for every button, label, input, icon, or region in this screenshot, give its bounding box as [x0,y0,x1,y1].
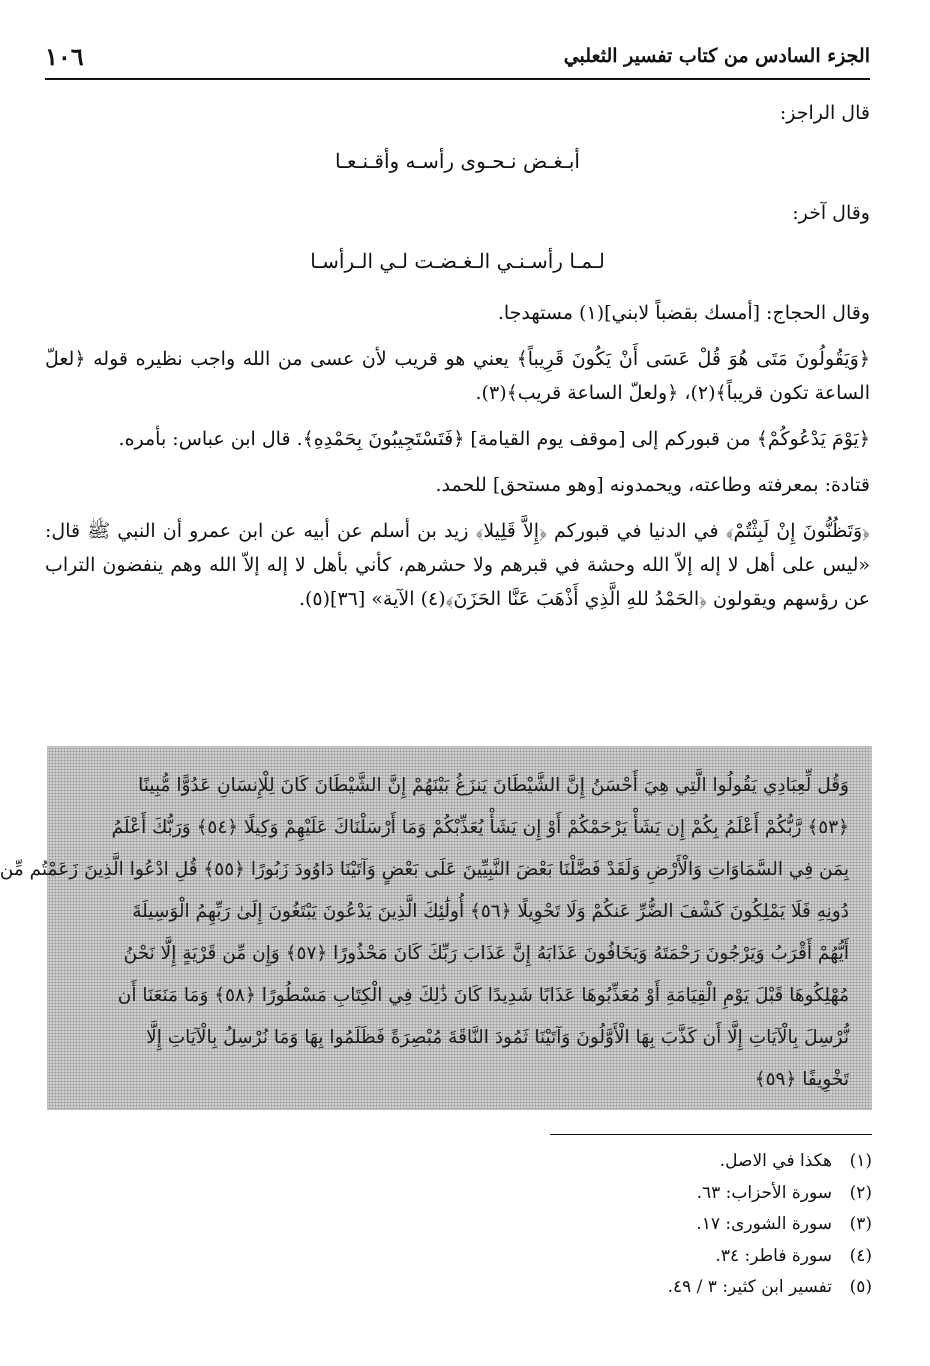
quran-passage-box [0,746,872,1110]
footnote [327,1209,872,1241]
main-text [45,96,870,628]
footnote-number: (٣) [849,1214,872,1234]
footnote [327,1178,872,1210]
footnote-text: تفسير ابن كثير: ٣ / ٤٩. [667,1277,832,1297]
text-line: وقال آخر: [792,202,870,224]
page-header [45,34,870,80]
footnote-number: (٥) [849,1277,872,1297]
footnote-number: (١) [849,1151,872,1171]
footnote-text: سورة الأحزاب: ٦٣. [696,1182,832,1203]
poetry-verse: لـمـا رأسـنـي الـغـضـت لـي الـرأسـا [310,249,605,273]
paragraph: قتادة: بمعرفته وطاعته، ويحمدونه [وهو مستحق] للحمد. [435,474,870,496]
quran-line: تَخْوِيفًا ﴿٥٩﴾ [754,1069,849,1090]
text-line: قال الراجز: [779,102,870,124]
paragraph: ﴿وَتَظُنُّونَ إِنْ لَبِثْتُمْ﴾ في الدنيا في قبوركم ﴿إِلاَّ قَلِيلا﴾ زيد بن أسلم عن أبيه عن ابن عمرو أن النبي ﷺ قال: «ليس على أهل لا إله إلاّ الله وحشة في قبرهم ولا حشرهم، كأني بأهل لا إله إلاّ الله وهم ينفضون التراب عن رؤسهم ويقولون ﴿الحَمْدُ للهِ الَّذِي أَذْهَبَ عَنَّا الحَزَنَ﴾(٤) الآية» [٣٦](٥). [45,520,870,610]
quran-line: بِمَن فِي السَّمَاوَاتِ وَالْأَرْضِ وَلَقَدْ فَضَّلْنَا بَعْضَ النَّبِيِّينَ عَلَى بَعْضٍ وَآتَيْنَا دَاوُودَ زَبُورًا ﴿٥٥﴾ قُلِ ادْعُوا الَّذِينَ زَعَمْتُم مِّن [0,859,849,880]
running-title: الجزء السادس من كتاب تفسير الثعلبي [563,45,870,67]
footnote-text: سورة فاطر: ٣٤. [715,1245,832,1266]
footnote-text: سورة الشورى: ١٧. [696,1214,832,1234]
text-line: وقال الحجاج: [أمسك بقضباً لابني](١) مستهدجا. [497,302,870,324]
quran-line: أَيُّهُمْ أَقْرَبُ وَيَرْجُونَ رَحْمَتَهُ وَيَخَافُونَ عَذَابَهُ إِنَّ عَذَابَ رَبِّكَ كَانَ مَحْذُورًا ﴿٥٧﴾ وَإِن مِّن قَرْيَةٍ إِلَّا نَحْنُ [123,943,849,964]
footnotes [327,1146,872,1304]
page-number: ١٠٦ [45,41,84,71]
footnote [327,1241,872,1273]
poetry-verse: أبـغـض نـحـوى رأسـه وأقـنـعـا [335,149,580,173]
quran-line: وَقُل لِّعِبَادِي يَقُولُوا الَّتِي هِيَ أَحْسَنُ إِنَّ الشَّيْطَانَ يَنزَغُ بَيْنَهُمْ إِنَّ الشَّيْطَانَ كَانَ لِلْإِنسَانِ عَدُوًّا مُّبِينًا [138,775,849,796]
footnote-number: (٤) [849,1245,872,1266]
footnote [327,1146,872,1178]
paragraph: ﴿يَوْمَ يَدْعُوكُمْ﴾ من قبوركم إلى [موقف يوم القيامة] ﴿فَتَسْتَجِيبُونَ بِحَمْدِهِ﴾. قال ابن عباس: بأمره. [118,428,870,450]
quran-line: ﴿٥٣﴾ رَّبُّكُمْ أَعْلَمُ بِكُمْ إِن يَشَأْ يَرْحَمْكُمْ أَوْ إِن يَشَأْ يُعَذِّبْكُمْ وَمَا أَرْسَلْنَاكَ عَلَيْهِمْ وَكِيلًا ﴿٥٤﴾ وَرَبُّكَ أَعْلَمُ [111,817,849,838]
paragraph: ﴿وَيَقُولُونَ مَتَى هُوَ قُلْ عَسَى أَنْ يَكُونَ قَرِيباً﴾ يعني هو قريب لأن عسى من الله واجب نظيره قوله ﴿لعلّ الساعة تكون قريباً﴾(٢)، ﴿ولعلّ الساعة قريب﴾(٣). [45,348,870,404]
footnote [327,1272,872,1304]
quran-line: نُّرْسِلَ بِالْآيَاتِ إِلَّا أَن كَذَّبَ بِهَا الْأَوَّلُونَ وَآتَيْنَا ثَمُودَ النَّاقَةَ مُبْصِرَةً فَظَلَمُوا بِهَا وَمَا نُرْسِلُ بِالْآيَاتِ إِلَّا [146,1027,849,1048]
quran-line: دُونِهِ فَلَا يَمْلِكُونَ كَشْفَ الضُّرِّ عَنكُمْ وَلَا تَحْوِيلًا ﴿٥٦﴾ أُولَٰئِكَ الَّذِينَ يَدْعُونَ يَبْتَغُونَ إِلَىٰ رَبِّهِمُ الْوَسِيلَةَ [132,901,849,922]
footnote-number: (٢) [849,1182,872,1203]
footnote-divider [550,1134,872,1135]
quran-line: مُهْلِكُوهَا قَبْلَ يَوْمِ الْقِيَامَةِ أَوْ مُعَذِّبُوهَا عَذَابًا شَدِيدًا كَانَ ذَٰلِكَ فِي الْكِتَابِ مَسْطُورًا ﴿٥٨﴾ وَمَا مَنَعَنَا أَن [117,985,849,1006]
footnote-text: هكذا في الاصل. [719,1151,832,1171]
